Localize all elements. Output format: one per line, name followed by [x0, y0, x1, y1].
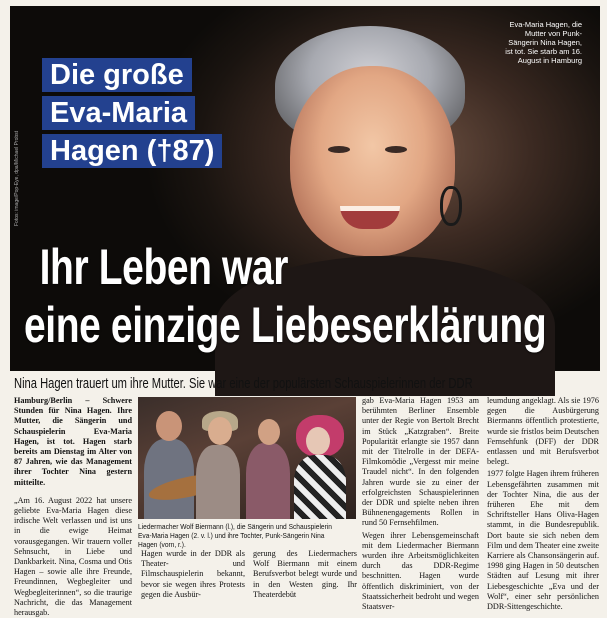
inset-person-eva-body	[196, 445, 240, 519]
inset-person-nina-head	[306, 427, 330, 455]
article-column-4	[362, 396, 479, 612]
hero-portrait-eye-left	[328, 146, 350, 153]
subheadline: Nina Hagen trauert um ihre Mutter. Sie war eine der populärsten Schauspielerinnen der DDR	[14, 376, 473, 392]
kicker-line-3: Hagen (†87)	[42, 134, 222, 168]
article-column-1	[14, 396, 132, 618]
headline	[24, 238, 547, 354]
hero-photo	[10, 6, 600, 371]
headline-line-1: Ihr Leben war	[39, 239, 289, 295]
headline-line-2: eine einzige Liebeserklärung	[24, 297, 547, 353]
inset-caption: Liedermacher Wolf Biermann (l.), die Sängerin und Schauspielerin Eva-Maria Hagen (2. v. l.) und ihre Tochter, Punk-Sängerin Nina Hagen (vorn, r.).	[138, 522, 332, 549]
article-lead: Hamburg/Berlin – Schwere Stunden für Nina Hagen. Ihre Mutter, die Sängerin und Schauspielerin Eva-Maria Hagen, ist tot. Hagen starb bereits am Dienstag im Alter von 87 Jahren, wie das Management ihrer Tochter Nina gestern mitteilte.	[14, 396, 132, 487]
article-paragraph: Wegen ihrer Lebensgemeinschaft mit dem Liedermacher Biermann wurden ihre Arbeitsmöglichkeiten durch das DDR-Regime beschnitten. Hagen wurde öffentlich diskriminiert, von der Staatssicherheit bedroht und wegen Staatsver-	[362, 530, 479, 612]
article-column-3	[253, 549, 357, 600]
article-paragraph: leumdung angeklagt. Als sie 1976 gegen die Ausbürgerung Biermanns öffentlich protestierte, wurde sie fristlos beim Deutschen Fernsehfunk (DFF) der DDR entlassen und mit Berufsverbot belegt.	[487, 396, 599, 467]
article-paragraph: Hagen wurde in der DDR als Theater- und Filmschauspielerin bekannt, bevor sie wegen ihres Protests gegen die Ausbür-	[141, 549, 245, 599]
inset-person-biermann-head	[156, 411, 182, 441]
article-column-2	[141, 549, 245, 600]
article-paragraph: 1977 folgte Hagen ihrem früheren Lebensgefährten zusammen mit der Tochter Nina, die aus der früheren Ehe mit dem Schriftsteller Hans Oliva-Hagen stammt, in die Bundesrepublik. Dort baute sie sich neben dem Film und dem Theater eine zweite Karriere als Chansonsängerin auf. 1998 ging Hagen in 50 deutschen Städten auf Lesung mit ihrer Liebesgeschichte „Eva und der Wolf“, einer sehr persönlichen DDR-Sittengeschichte.	[487, 469, 599, 612]
inset-person-three-head	[258, 419, 280, 445]
article-column-5	[487, 396, 599, 612]
inset-photo	[138, 397, 356, 519]
inset-person-eva-head	[208, 417, 232, 445]
article-paragraph: gerung des Liedermachers Wolf Biermann mit einem Berufsverbot belegt wurde und in den Westen ging. Ihr Theaterdebüt	[253, 549, 357, 599]
kicker-box	[42, 58, 222, 168]
inset-person-nina-body	[294, 455, 346, 519]
hero-caption: Eva-Maria Hagen, die Mutter von Punk-Sängerin Nina Hagen, ist tot. Sie starb am 16. August in Hamburg	[505, 20, 582, 65]
hero-portrait-earring	[440, 186, 462, 226]
article-paragraph: gab Eva-Maria Hagen 1953 am berühmten Berliner Ensemble unter der Regie von Bertolt Brecht im Stück „Katzgraben“. Breite Popularität erlangte sie 1957 dann mit der Titelrolle in der DEFA-Filmkomödie „Vergesst mir meine Traudel nicht“. In den folgenden Jahren wurde sie zu einer der erfolgreichsten Schauspielerinnen der DDR und spielte neben ihren Bühnenengagements Rollen in rund 50 Fernsehfilmen.	[362, 396, 479, 528]
hero-portrait-eye-right	[385, 146, 407, 153]
article-paragraph: „Am 16. August 2022 hat unsere geliebte Eva-Maria Hagen diese irdische Welt verlassen und ist uns in die ewige Heimat vorausgegangen. Wir trauern voller Sehnsucht, in Liebe und Dankbarkeit. Nina, Cosma und Otis Hagen – sowie alle ihre Freunde, Freundinnen, Wegbegleiter und Wegbegleiterinnen“, so die traurige Nachricht, die das Management herausgab.	[14, 495, 132, 618]
kicker-line-2: Eva-Maria	[42, 96, 195, 130]
kicker-line-1: Die große	[42, 58, 192, 92]
photo-credit: Fotos: image/Pop-Eye, dpa/Michael Probst	[14, 130, 20, 226]
inset-person-three-body	[246, 443, 290, 519]
